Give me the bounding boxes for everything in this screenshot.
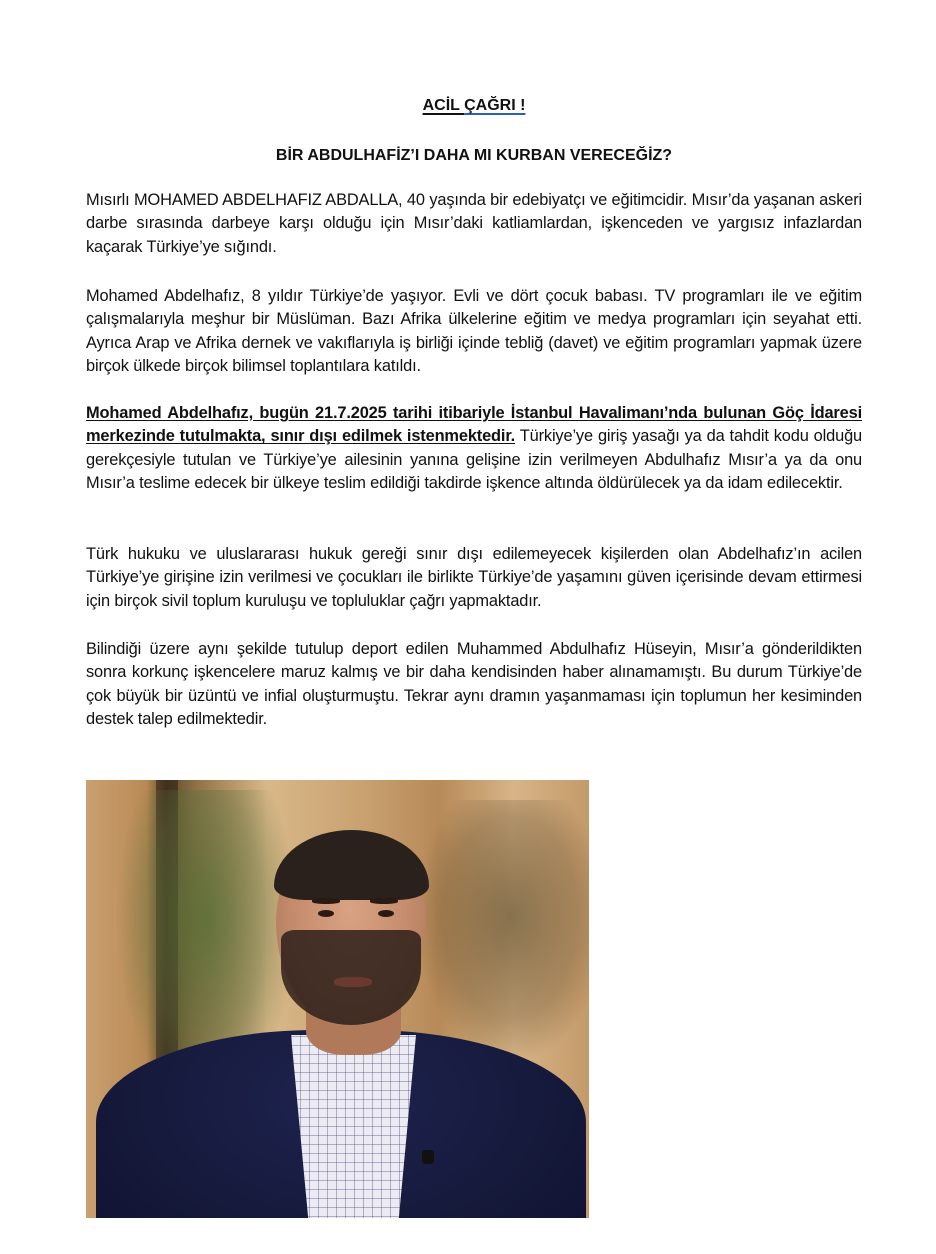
paragraph-text: Mohamed Abdelhafız, 8 yıldır Türkiye’de yaşıyor. Evli ve dört çocuk babası. TV programları ile ve eğitim çalışmalarıyla meşhur bir Müslüman. Bazı Afrika ülkelerine eğitim ve medya programları için seyahat etti. Ayrıca Arap ve Afrika dernek ve vakıflarıyla iş birliği içinde tebliğ (davet) ve eğitim programları yapmak üzere birçok ülkede birçok bilimsel toplantılara katıldı. <box>86 287 862 375</box>
paragraph-text: Türkiye’ye giriş yasağı ya da tahdit kodu olduğu gerekçesiyle tutulan ve Türkiye’ye ailesinin yanına gelişine izin verilmeyen Abdulhafız Mısır’a ya da onu Mısır’a teslime edecek bir ülkeye teslim edildiği takdirde işkence altında öldürülecek ya da idam edilecektir. <box>86 427 862 492</box>
paragraph-legal-appeal <box>86 543 862 613</box>
photo-eye <box>378 910 394 917</box>
title-part-2: ÇAĞRI ! <box>464 97 526 114</box>
photo-eyebrow <box>312 898 340 904</box>
document-title <box>86 96 862 116</box>
paragraph-text: Mısırlı MOHAMED ABDELHAFIZ ABDALLA, 40 yaşında bir edebiyatçı ve eğitimcidir. Mısır’da yaşanan askeri darbe sırasında darbeye karşı olduğu için Mısır’daki katliamlardan, işkenceden ve yargısız infazlardan kaçarak Türkiye’ye sığındı. <box>86 191 862 256</box>
photo-mouth <box>334 977 372 987</box>
photo-shirt <box>291 1035 416 1218</box>
paragraph-intro <box>86 189 862 259</box>
portrait-photo <box>86 780 589 1218</box>
paragraph-precedent <box>86 638 862 731</box>
photo-hair <box>274 830 429 900</box>
paragraph-text: Türk hukuku ve uluslararası hukuk gereği sınır dışı edilemeyecek kişilerden olan Abdelhafız’ın acilen Türkiye’ye girişine izin verilmesi ve çocukları ile birlikte Türkiye’de yaşamını güven içerisinde devam ettirmesi için birçok sivil toplum kuruluşu ve topluluklar çağrı yapmaktadır. <box>86 545 862 610</box>
paragraph-background <box>86 285 862 378</box>
lapel-microphone-icon <box>422 1150 434 1164</box>
photo-eye <box>318 910 334 917</box>
paragraph-detention <box>86 402 862 495</box>
title-part-1: ACİL <box>422 97 465 114</box>
photo-eyebrow <box>370 898 398 904</box>
paragraph-emphasis: Mohamed Abdelhafız, bugün 21.7.2025 tarihi itibariyle İstanbul Havalimanı’nda bulunan Göç İdaresi merkezinde tutulmakta, sınır dışı edilmek istenmektedir. <box>86 404 862 446</box>
paragraph-text: Bilindiği üzere aynı şekilde tutulup deport edilen Muhammed Abdulhafız Hüseyin, Mısır’a gönderildikten sonra korkunç işkencelere maruz kalmış ve bir daha kendisinden haber alınamamıştı. Bu durum Türkiye’de çok büyük bir üzüntü ve infial oluşturmuştu. Tekrar aynı dramın yaşanmaması için toplumun her kesiminden destek talep edilmektedir. <box>86 640 862 728</box>
document-subtitle: BİR ABDULHAFİZ’I DAHA MI KURBAN VERECEĞİZ? <box>275 147 673 164</box>
photo-background-plant <box>416 800 589 1060</box>
